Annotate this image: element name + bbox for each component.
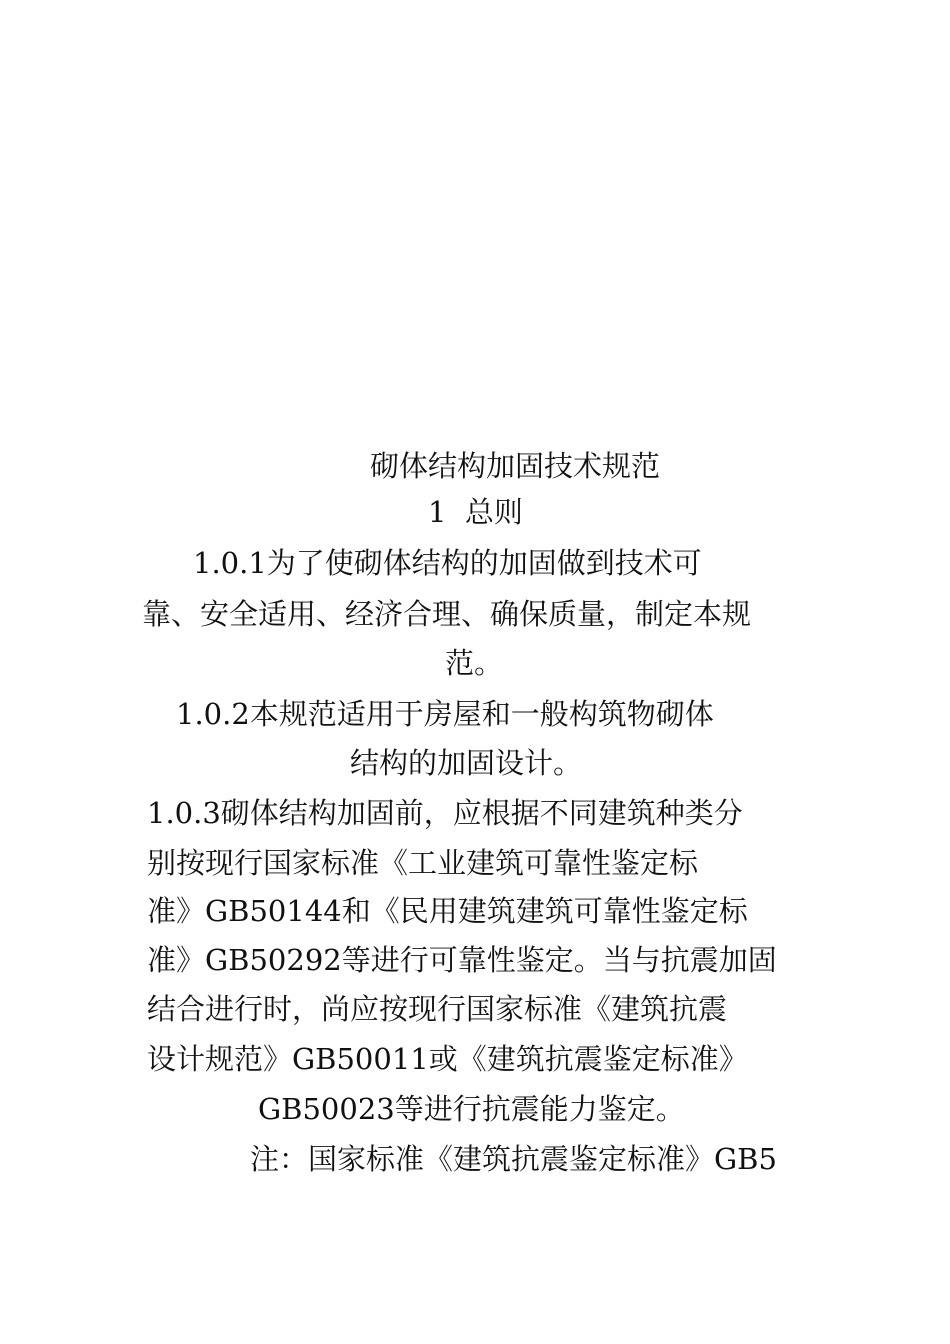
note-line: 注：国家标准《建筑抗震鉴定标准》GB5: [250, 1142, 777, 1176]
document-title: 砌体结构加固技术规范: [370, 449, 661, 483]
text-line: 1.0.1为了使砌体结构的加固做到技术可: [193, 546, 702, 580]
text-line: 1.0.3砌体结构加固前，应根据不同建筑种类分: [147, 796, 743, 830]
text-line: GB50023等进行抗震能力鉴定。: [258, 1092, 685, 1126]
text-line: 别按现行国家标准《工业建筑可靠性鉴定标: [147, 846, 699, 880]
text-line: 设计规范》GB50011或《建筑抗震鉴定标准》: [147, 1042, 748, 1076]
text-line: 结合进行时，尚应按现行国家标准《建筑抗震: [147, 992, 728, 1026]
text-line: 准》GB50144和《民用建筑建筑可靠性鉴定标: [147, 894, 748, 928]
text-line: 靠、安全适用、经济合理、确保质量，制定本规: [142, 597, 752, 631]
text-line: 1.0.2本规范适用于房屋和一般构筑物砌体: [176, 697, 714, 731]
text-line: 范。: [445, 646, 504, 680]
text-line: 准》GB50292等进行可靠性鉴定。当与抗震加固: [147, 943, 777, 977]
chapter-heading: 1 总则: [428, 495, 523, 529]
text-line: 结构的加固设计。: [350, 746, 583, 780]
